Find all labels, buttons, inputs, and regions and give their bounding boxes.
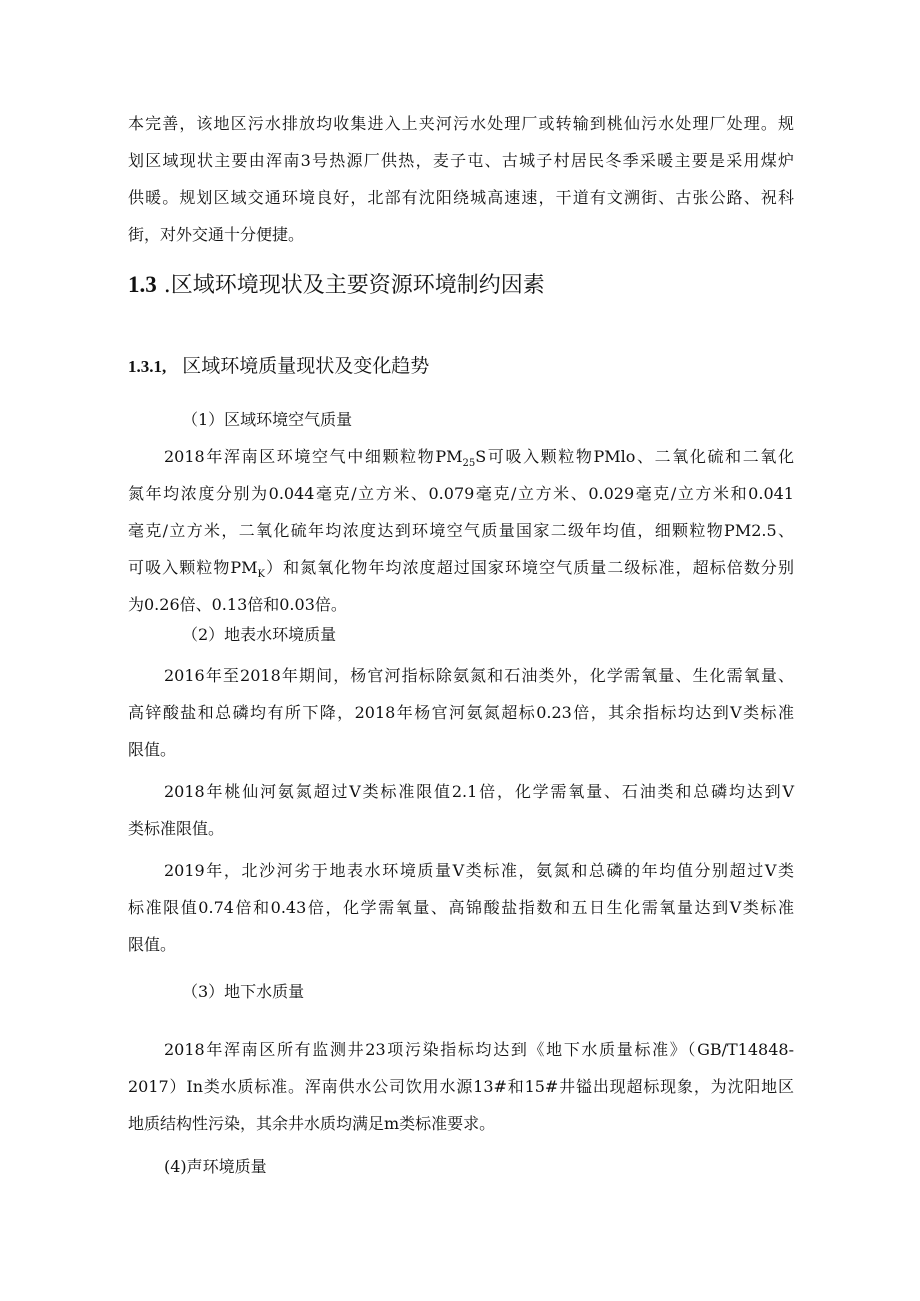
section-heading-1-3: [128, 270, 545, 301]
text-line: 本完善，该地区污水排放均收集进入上夹河污水处理厂或转输到桃仙污水处理厂处理。规: [128, 114, 794, 133]
text-line: 为0.26倍、0.13倍和0.03倍。: [128, 595, 347, 614]
text-line: 2019年，北沙河劣于地表水环境质量V类标准，氨氮和总磷的年均值分别超过V类: [164, 861, 794, 880]
surface-water-heading: （2）地表水环境质量: [182, 625, 337, 644]
text-line: 限值。: [128, 740, 177, 759]
surface-water-paragraph-1: [128, 657, 794, 768]
section-title: 区域环境质量现状及变化趋势: [182, 355, 430, 377]
air-quality-paragraph: [128, 438, 794, 623]
text-line: 标准限值0.74倍和0.43倍，化学需氧量、高锦酸盐指数和五日生化需氧量达到V类标准: [128, 898, 794, 917]
text-line: 2018年浑南区所有监测井23项污染指标均达到《地下水质量标准》（GB/T14848-: [164, 1040, 794, 1059]
surface-water-paragraph-2: [128, 773, 794, 847]
groundwater-heading: （3）地下水质量: [182, 982, 305, 1001]
text-fragment: 可吸入颗粒物PM: [128, 558, 258, 577]
surface-water-paragraph-3: [128, 852, 794, 963]
text-fragment: S可吸入颗粒物PMlo、二氧化硫和二氧化: [475, 447, 794, 466]
text-line: 类标准限值。: [128, 819, 225, 838]
air-quality-heading: （1）区域环境空气质量: [182, 410, 353, 429]
text-line: [128, 438, 794, 475]
subscript: 25: [462, 458, 476, 470]
text-line: [128, 549, 794, 586]
text-line: 地质结构性污染，其余井水质均满足m类标准要求。: [128, 1114, 496, 1133]
text-line: 2017）In类水质标准。浑南供水公司饮用水源13#和15#井镒出现超标现象，为沈阳地区: [128, 1077, 794, 1096]
section-heading-1-3-1: [128, 353, 429, 380]
section-number: 1.3.1,: [128, 357, 167, 376]
text-line: 2018年桃仙河氨氮超过V类标准限值2.1倍，化学需氧量、石油类和总磷均达到V: [164, 782, 794, 801]
text-line: 供暖。规划区域交通环境良好，北部有沈阳绕城高速速，干道有文溯街、古张公路、祝科: [128, 188, 794, 207]
text-fragment: 2018年浑南区环境空气中细颗粒物PM: [164, 447, 463, 466]
section-title: .区域环境现状及主要资源环境制约因素: [163, 273, 545, 298]
subscript: K: [257, 569, 266, 581]
intro-paragraph: [128, 105, 794, 253]
text-line: 高锌酸盐和总磷均有所下降，2018年杨官河氨氮超标0.23倍，其余指标均达到V类标准: [128, 703, 794, 722]
text-fragment: ）和氮氧化物年均浓度超过国家环境空气质量二级标准，超标倍数分别: [265, 558, 794, 577]
noise-heading: (4)声环境质量: [164, 1157, 267, 1176]
text-line: 2016年至2018年期间，杨官河指标除氨氮和石油类外，化学需氧量、生化需氧量、: [164, 666, 794, 685]
text-line: 街，对外交通十分便捷。: [128, 225, 305, 244]
text-line: 毫克/立方米，二氧化硫年均浓度达到环境空气质量国家二级年均值，细颗粒物PM2.5、: [128, 521, 794, 540]
text-line: 划区域现状主要由浑南3号热源厂供热，麦子屯、古城子村居民冬季采暖主要是采用煤炉: [128, 151, 794, 170]
section-number: 1.3: [128, 272, 157, 297]
groundwater-paragraph: [128, 1031, 794, 1142]
text-line: 限值。: [128, 935, 177, 954]
text-line: 氮年均浓度分别为0.044毫克/立方米、0.079毫克/立方米、0.029毫克/立方米和0.041: [128, 484, 794, 503]
